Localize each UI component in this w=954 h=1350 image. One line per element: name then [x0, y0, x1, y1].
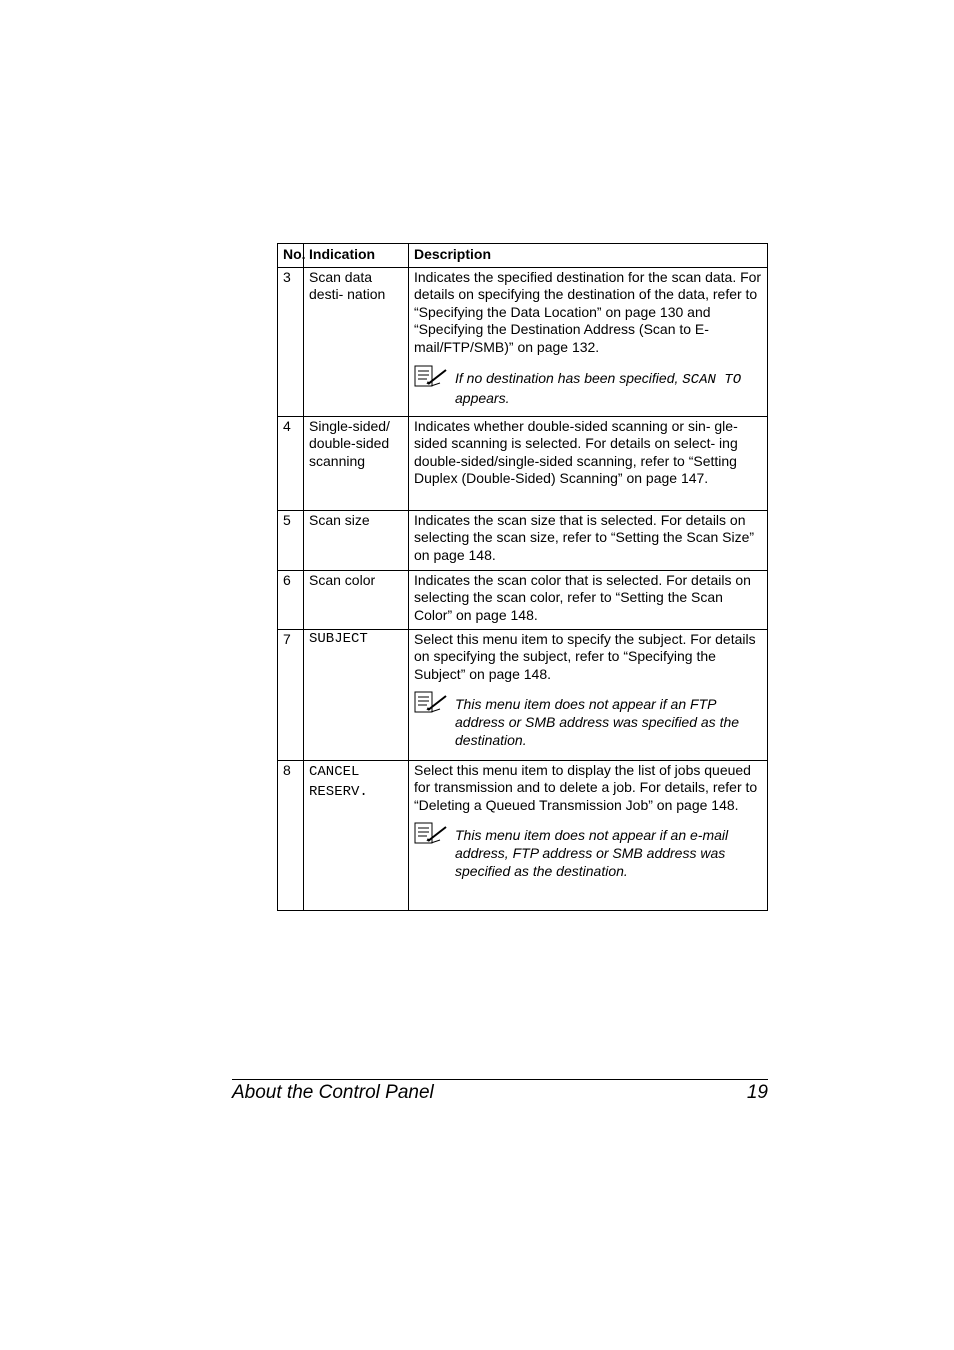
row-description-cell	[409, 629, 768, 760]
row-description-cell	[409, 760, 768, 910]
note	[414, 826, 763, 880]
footer-rule	[232, 1079, 768, 1080]
row-description: Indicates the scan color that is selected. For details on selecting the scan color, refer to “Setting the Scan Color” on page 148.	[409, 570, 768, 629]
row-number: 7	[278, 629, 304, 760]
table-row	[278, 570, 768, 629]
table-row	[278, 416, 768, 510]
row-description: Indicates whether double-sided scanning or sin- gle-sided scanning is selected. For details on select- ing double-sided/single-sided scanning, refer to “Setting Duplex (Double-Sided) Scanning” on page 147.	[409, 416, 768, 510]
note	[414, 369, 763, 407]
table-row	[278, 267, 768, 416]
note-pencil-icon	[414, 822, 448, 844]
note-pencil-icon	[414, 691, 448, 713]
header-indication: Indication	[304, 244, 409, 268]
note-text: This menu item does not appear if an FTP address or SMB address was specified as the destination.	[455, 696, 740, 749]
row-number: 3	[278, 267, 304, 416]
footer-title: About the Control Panel	[232, 1082, 434, 1103]
row-description: Indicates the specified destination for the scan data. For details on specifying the destination of the data, refer to “Specifying the Data Location” on page 130 and “Specifying the Destination Address (Scan to E-mail/FTP/SMB)” on page 132.	[414, 268, 762, 355]
header-no: No.	[278, 244, 304, 268]
row-indication: SUBJECT	[304, 629, 409, 760]
row-indication: Scan size	[304, 510, 409, 570]
page-number: 19	[746, 1082, 768, 1103]
table-row	[278, 760, 768, 910]
row-number: 6	[278, 570, 304, 629]
note-pencil-icon	[414, 365, 448, 387]
row-number: 5	[278, 510, 304, 570]
indications-table	[277, 243, 768, 911]
note	[414, 695, 763, 749]
row-description-cell	[409, 267, 768, 416]
row-description: Select this menu item to display the list of jobs queued for transmission and to delete a job. For details, refer to “Deleting a Queued Transmission Job” on page 148.	[414, 761, 758, 813]
note-text-end: appears.	[455, 389, 510, 406]
row-indication: Scan color	[304, 570, 409, 629]
row-indication: Scan data desti- nation	[304, 267, 409, 416]
note-text: This menu item does not appear if an e-mail address, FTP address or SMB address was specified as the destination.	[455, 827, 729, 880]
row-number: 8	[278, 760, 304, 910]
row-indication: CANCEL RESERV.	[304, 760, 409, 910]
table-header-row	[278, 244, 768, 268]
table-row	[278, 629, 768, 760]
row-indication: Single-sided/ double-sided scanning	[304, 416, 409, 510]
row-description: Indicates the scan size that is selected. For details on selecting the scan size, refer to “Setting the Scan Size” on page 148.	[409, 510, 768, 570]
row-description: Select this menu item to specify the subject. For details on specifying the subject, refer to “Specifying the Subject” on page 148.	[414, 630, 756, 682]
note-code: SCAN TO	[682, 371, 742, 388]
header-description: Description	[409, 244, 768, 268]
note-text: If no destination has been specified,	[455, 369, 683, 386]
row-number: 4	[278, 416, 304, 510]
table-row	[278, 510, 768, 570]
